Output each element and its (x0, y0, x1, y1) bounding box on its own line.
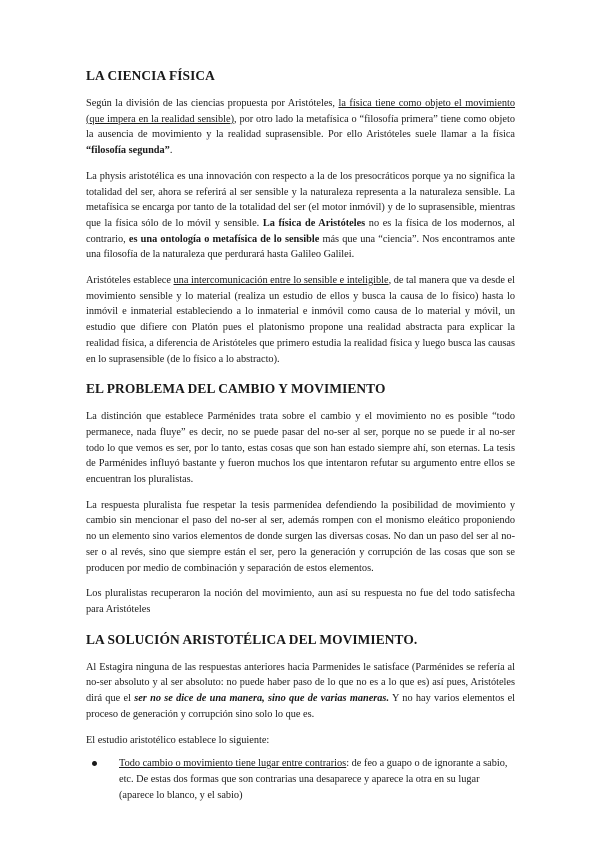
paragraph-pluralistas-movimiento: Los pluralistas recuperaron la noción del movimiento, aun así su respuesta no fue del todo satisfecha para Aristóteles (86, 588, 515, 615)
text-run: , de tal manera que va desde el movimiento sensible y lo material (realiza un estudio de ellos y busca la causa de lo físico) hasta lo inmóvil e inmaterial estableciendo a lo inmaterial e inmóvil como causa de lo material y móvil, un estudio que difiere con Platón pues el platonismo propone una realidad abstracta para explicar la realidad física, a diferencia de Aristóteles que primero estudia la realidad física y luego busca las causas en lo suprasensible (de lo físico a lo abstracto). (86, 275, 515, 365)
underlined-text: la física tiene como objeto el movimiento (que impera en la realidad sensible) (86, 98, 515, 125)
bold-text: es una ontología o metafísica de lo sensible (128, 233, 320, 245)
bold-text: “filosofía segunda” (86, 145, 170, 157)
list-item (119, 756, 515, 803)
text-run: Según la división de las ciencias propuesta por Aristóteles, (86, 98, 339, 109)
paragraph-intercomunicacion (86, 273, 515, 367)
bullet-list (86, 756, 515, 803)
paragraph-division-ciencias (86, 96, 515, 159)
underlined-text: Todo cambio o movimiento tiene lugar entre contrarios (119, 758, 347, 770)
text-run: Aristóteles establece (86, 275, 174, 287)
text-run: Al Estagira ninguna de las respuestas anteriores hacia Parmenides le satisface (Parménides se refería al no-ser absoluto y al ser absoluto: no puede haber paso de lo que no es a lo que es) así pues, Aristóteles dirá que el (86, 661, 515, 705)
text-run: , por otro lado la metafísica o “filosofía primera” tiene como objeto la ausencia de movimiento y la realidad suprasensible. Por ello Aristóteles suele llamar a la física (86, 113, 515, 141)
text-run: . (169, 145, 173, 157)
text-run: La physis aristotélica es una innovación con respecto a la de los presocráticos porque ya no significa la totalidad del ser, ahora se referirá al ser sensible y la naturaleza representa a la naturaleza sensible. La metafísica se encarga por tanto de la totalidad del ser (el motor inmóvil) y de lo suprasensible, mientras que la física sólo de lo móvil y sensible. (86, 170, 515, 229)
text-run: Y no hay varios elementos el proceso de generación y corrupción sino solo lo que es. (86, 693, 515, 720)
paragraph-estagira (86, 660, 515, 723)
paragraph-physis (86, 169, 515, 263)
paragraph-parmenides: La distinción que establece Parménides trata sobre el cambio y el movimiento no es posible “todo permanece, nada fluye” es decir, no se puede pasar del no-ser al ser, porque no se puede ir al no-ser todo lo que vemos es ser, por lo tanto, estas cosas que son han estado siempre ahí, son eternas. La tesis de Parménides influyó bastante y fueron muchos los que intentaron refutar su argumento entre ellos se encuentran los pluralistas. (86, 411, 515, 486)
bold-italic-text: ser no se dice de una manera, sino que de varias maneras. (134, 693, 390, 705)
bold-text: La física de Aristóteles (262, 217, 366, 229)
heading-problema-cambio: EL PROBLEMA DEL CAMBIO Y MOVIMIENTO (86, 381, 386, 397)
text-run: : de feo a guapo o de ignorante a sabio, etc. De estas dos formas que son contrarias una desaparece y aparece la otra en su lugar (aparece lo blanco, y el sabio) (119, 758, 508, 801)
heading-solucion-aristotelica: LA SOLUCIÓN ARISTOTÉLICA DEL MOVIMIENTO. (86, 631, 418, 647)
text-run: no es la física de los modernos, al contrario, (86, 217, 515, 245)
bullet-icon (92, 761, 97, 766)
heading-la-ciencia-fisica: LA CIENCIA FÍSICA (86, 68, 215, 83)
underlined-text: una intercomunicación entre lo sensible e inteligible (173, 275, 389, 287)
paragraph-estudio: El estudio aristotélico establece lo siguiente: (86, 734, 270, 746)
text-run: más que una “ciencia”. Nos encontramos ante una filosofía de la naturaleza que perdurará hasta Galileo Galilei. (86, 233, 515, 261)
paragraph-pluralistas: La respuesta pluralista fue respetar la tesis parmenídea defendiendo la posibilidad de movimiento y cambio sin mencionar el paso del no-ser al ser, además rompen con el monismo eleático proponiendo no un elemento sino varios elementos de donde surgen las diversas cosas. No dan un paso del ser al no-ser o al revés, sino que siempre están el ser, pero la generación y corrupción de las cosas que son se producen por medio de combinación y separación de estos elementos. (86, 499, 515, 574)
